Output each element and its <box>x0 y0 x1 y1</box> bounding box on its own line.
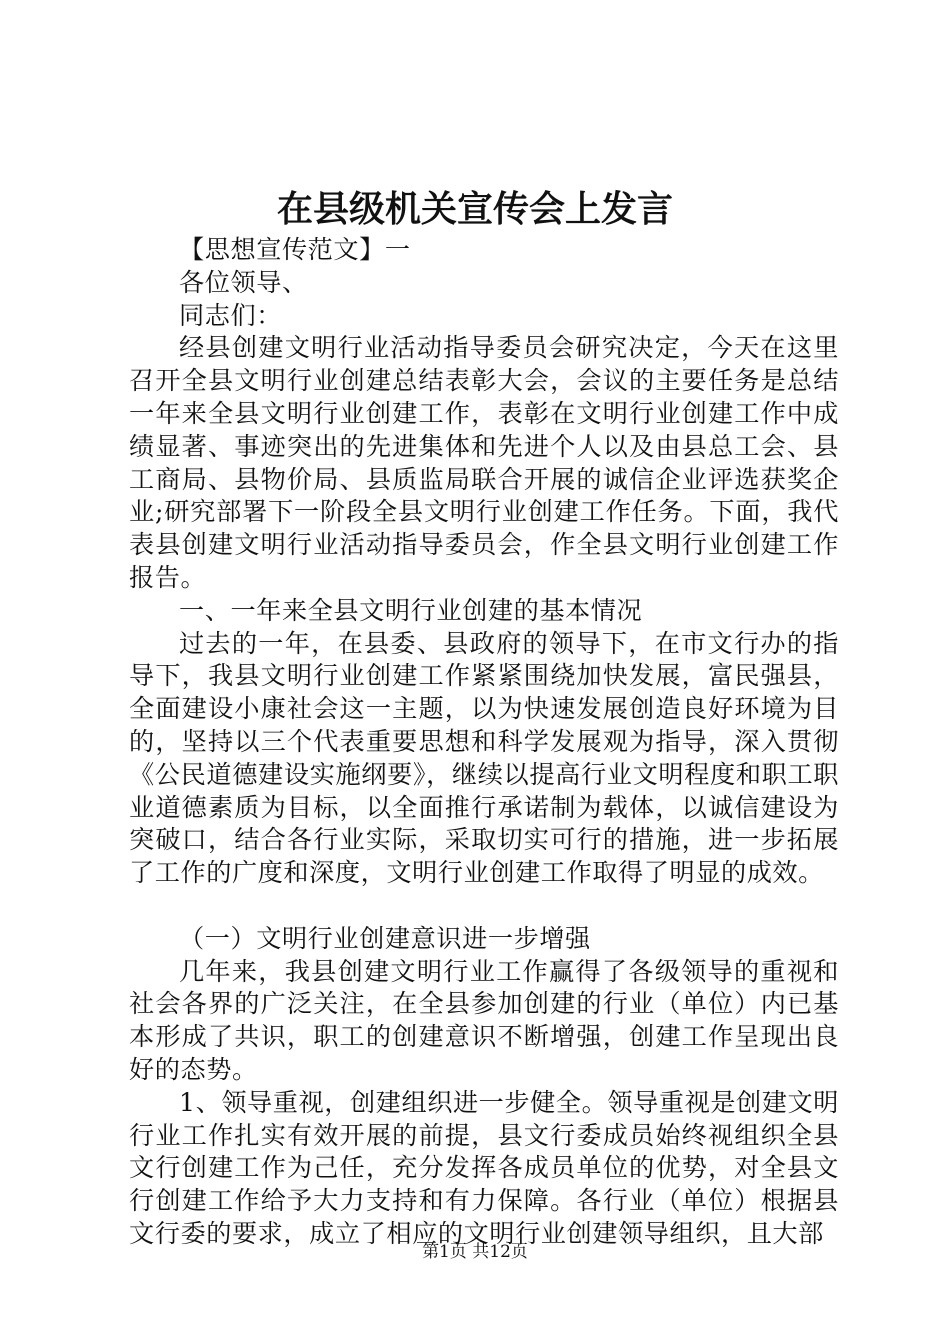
paragraph-salutation-2: 同志们： <box>179 300 282 330</box>
section-heading-1: 一、一年来全县文明行业创建的基本情况 <box>179 595 643 625</box>
paragraph-leadership: 1、领导重视，创建组织进一步健全。领导重视是创建文明行业工作扎实有效开展的前提，县文行委成员始终视组织全县文行创建工作为己任，充分发挥各成员单位的优势，对全县文行创建工作给予大力支持和有力保障。各行业（单位）根据县文行委的要求，成立了相应的文明行业创建领导组织，且大部 <box>129 1087 840 1248</box>
paragraph-category: 【思想宣传范文】一 <box>179 235 411 264</box>
paragraph-awareness: 几年来，我县创建文明行业工作赢得了各级领导的重视和社会各界的广泛关注，在全县参加创建的行业（单位）内已基本形成了共识，职工的创建意识不断增强，创建工作呈现出良好的态势。 <box>129 956 839 1084</box>
page-footer: 第1页 共12页 <box>422 1242 528 1262</box>
paragraph-intro: 经县创建文明行业活动指导委员会研究决定，今天在这里召开全县文明行业创建总结表彰大会，会议的主要任务是总结一年来全县文明行业创建工作，表彰在文明行业创建工作中成绩显著、事迹突出的先进集体和先进个人以及由县总工会、县工商局、县物价局、县质监局联合开展的诚信企业评选获奖企业;研究部署下一阶段全县文明行业创建工作任务。下面，我代表县创建文明行业活动指导委员会，作全县文明行业创建工作报告。 <box>129 333 839 592</box>
paragraph-review: 过去的一年，在县委、县政府的领导下，在市文行办的指导下，我县文明行业创建工作紧紧围绕加快发展，富民强县，全面建设小康社会这一主题，以为快速发展创造良好环境为目的，坚持以三个代表重要思想和科学发展观为指导，深入贯彻《公民道德建设实施纲要》，继续以提高行业文明程度和职工职业道德素质为目标，以全面推行承诺制为载体，以诚信建设为突破口，结合各行业实际，采取切实可行的措施，进一步拓展了工作的广度和深度，文明行业创建工作取得了明显的成效。 <box>129 628 839 888</box>
document-body <box>129 234 839 1251</box>
paragraph-gap <box>129 890 839 923</box>
subsection-heading-1: （一）文明行业创建意识进一步增强 <box>179 923 591 953</box>
paragraph-salutation-1: 各位领导、 <box>179 267 308 297</box>
document-title: 在县级机关宣传会上发言 <box>276 188 673 230</box>
